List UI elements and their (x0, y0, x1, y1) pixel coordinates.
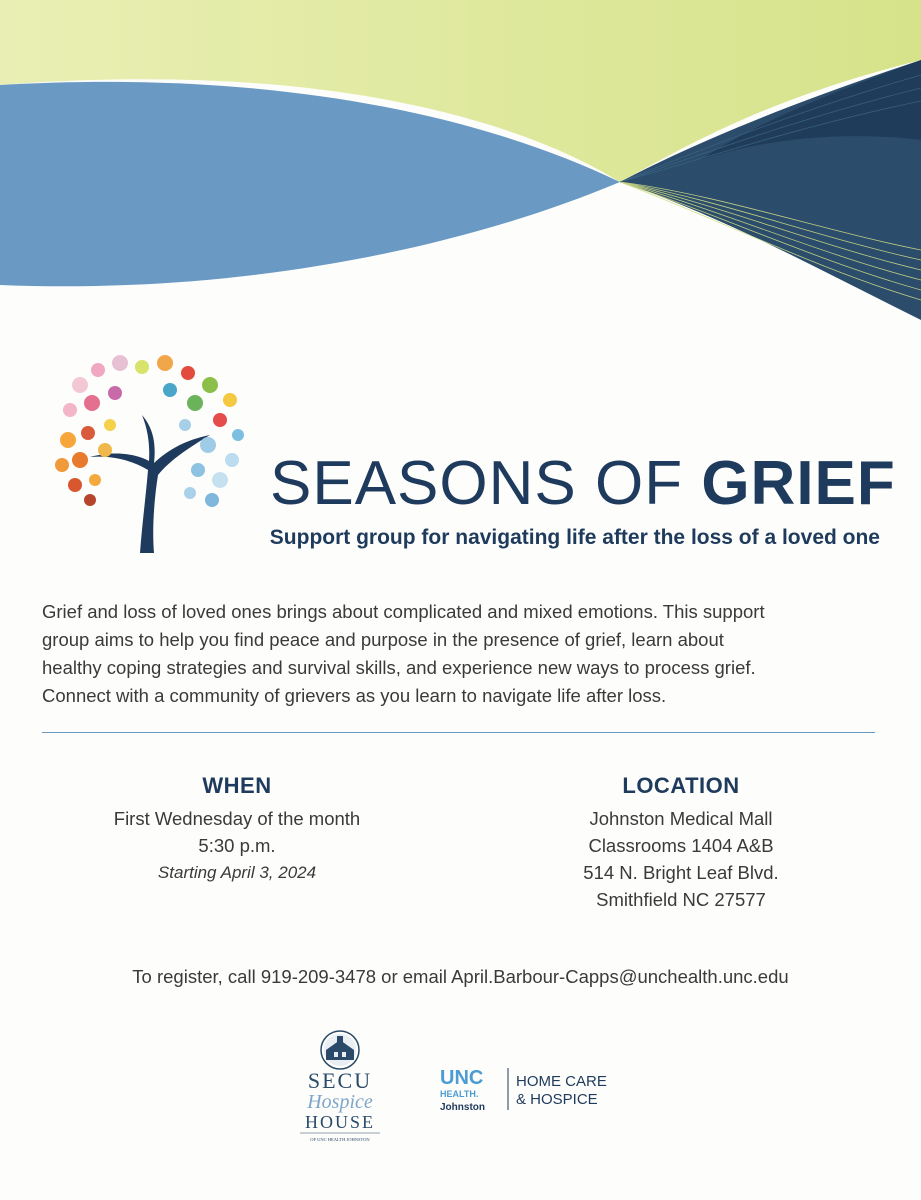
subtitle: Support group for navigating life after the loss of a loved one (269, 526, 880, 549)
secu-hospice-house-logo (290, 1028, 390, 1148)
divider (42, 732, 875, 733)
unc-mark: UNC (440, 1067, 484, 1089)
location-section (506, 772, 856, 913)
registration-info: To register, call 919-209-3478 or email April.Barbour-Capps@unchealth.unc.edu (132, 966, 789, 987)
location-city: Smithfield NC 27577 (596, 889, 766, 910)
when-start-date: Starting April 3, 2024 (157, 863, 317, 882)
title-part-2: GRIEF (701, 449, 896, 518)
page-title (270, 448, 896, 520)
when-time: 5:30 p.m. (198, 835, 276, 856)
location-building: Johnston Medical Mall (589, 808, 773, 829)
location-room: Classrooms 1404 A&B (588, 835, 774, 856)
when-schedule: First Wednesday of the month (113, 808, 361, 829)
title-part-1: SEASONS OF (270, 449, 702, 518)
intro-line: healthy coping strategies and survival skills, and experience new ways to process grief. (42, 657, 756, 678)
location-heading: LOCATION (622, 773, 740, 798)
home-care-text: HOME CARE (516, 1073, 607, 1090)
unc-health-text: HEALTH. (440, 1089, 479, 1099)
secu-tagline: OF UNC HEALTH JOHNSTON (310, 1137, 370, 1142)
hospice-text: Hospice (307, 1091, 373, 1113)
hospice-care-text: & HOSPICE (516, 1091, 598, 1108)
intro-paragraph (42, 598, 882, 710)
house-text: HOUSE (304, 1112, 376, 1132)
unc-johnston-text: Johnston (440, 1102, 485, 1112)
intro-line: group aims to help you find peace and purpose in the presence of grief, learn about (42, 629, 724, 650)
location-street: 514 N. Bright Leaf Blvd. (583, 862, 779, 883)
intro-line: Grief and loss of loved ones brings about complicated and mixed emotions. This support (42, 601, 765, 622)
unc-health-johnston-logo (440, 1066, 640, 1112)
when-heading: WHEN (202, 773, 272, 798)
secu-text: SECU (307, 1068, 373, 1093)
wave-banner (0, 0, 921, 330)
intro-line: Connect with a community of grievers as you learn to navigate life after loss. (42, 685, 667, 706)
tree-illustration (50, 345, 250, 555)
when-section (62, 772, 412, 886)
